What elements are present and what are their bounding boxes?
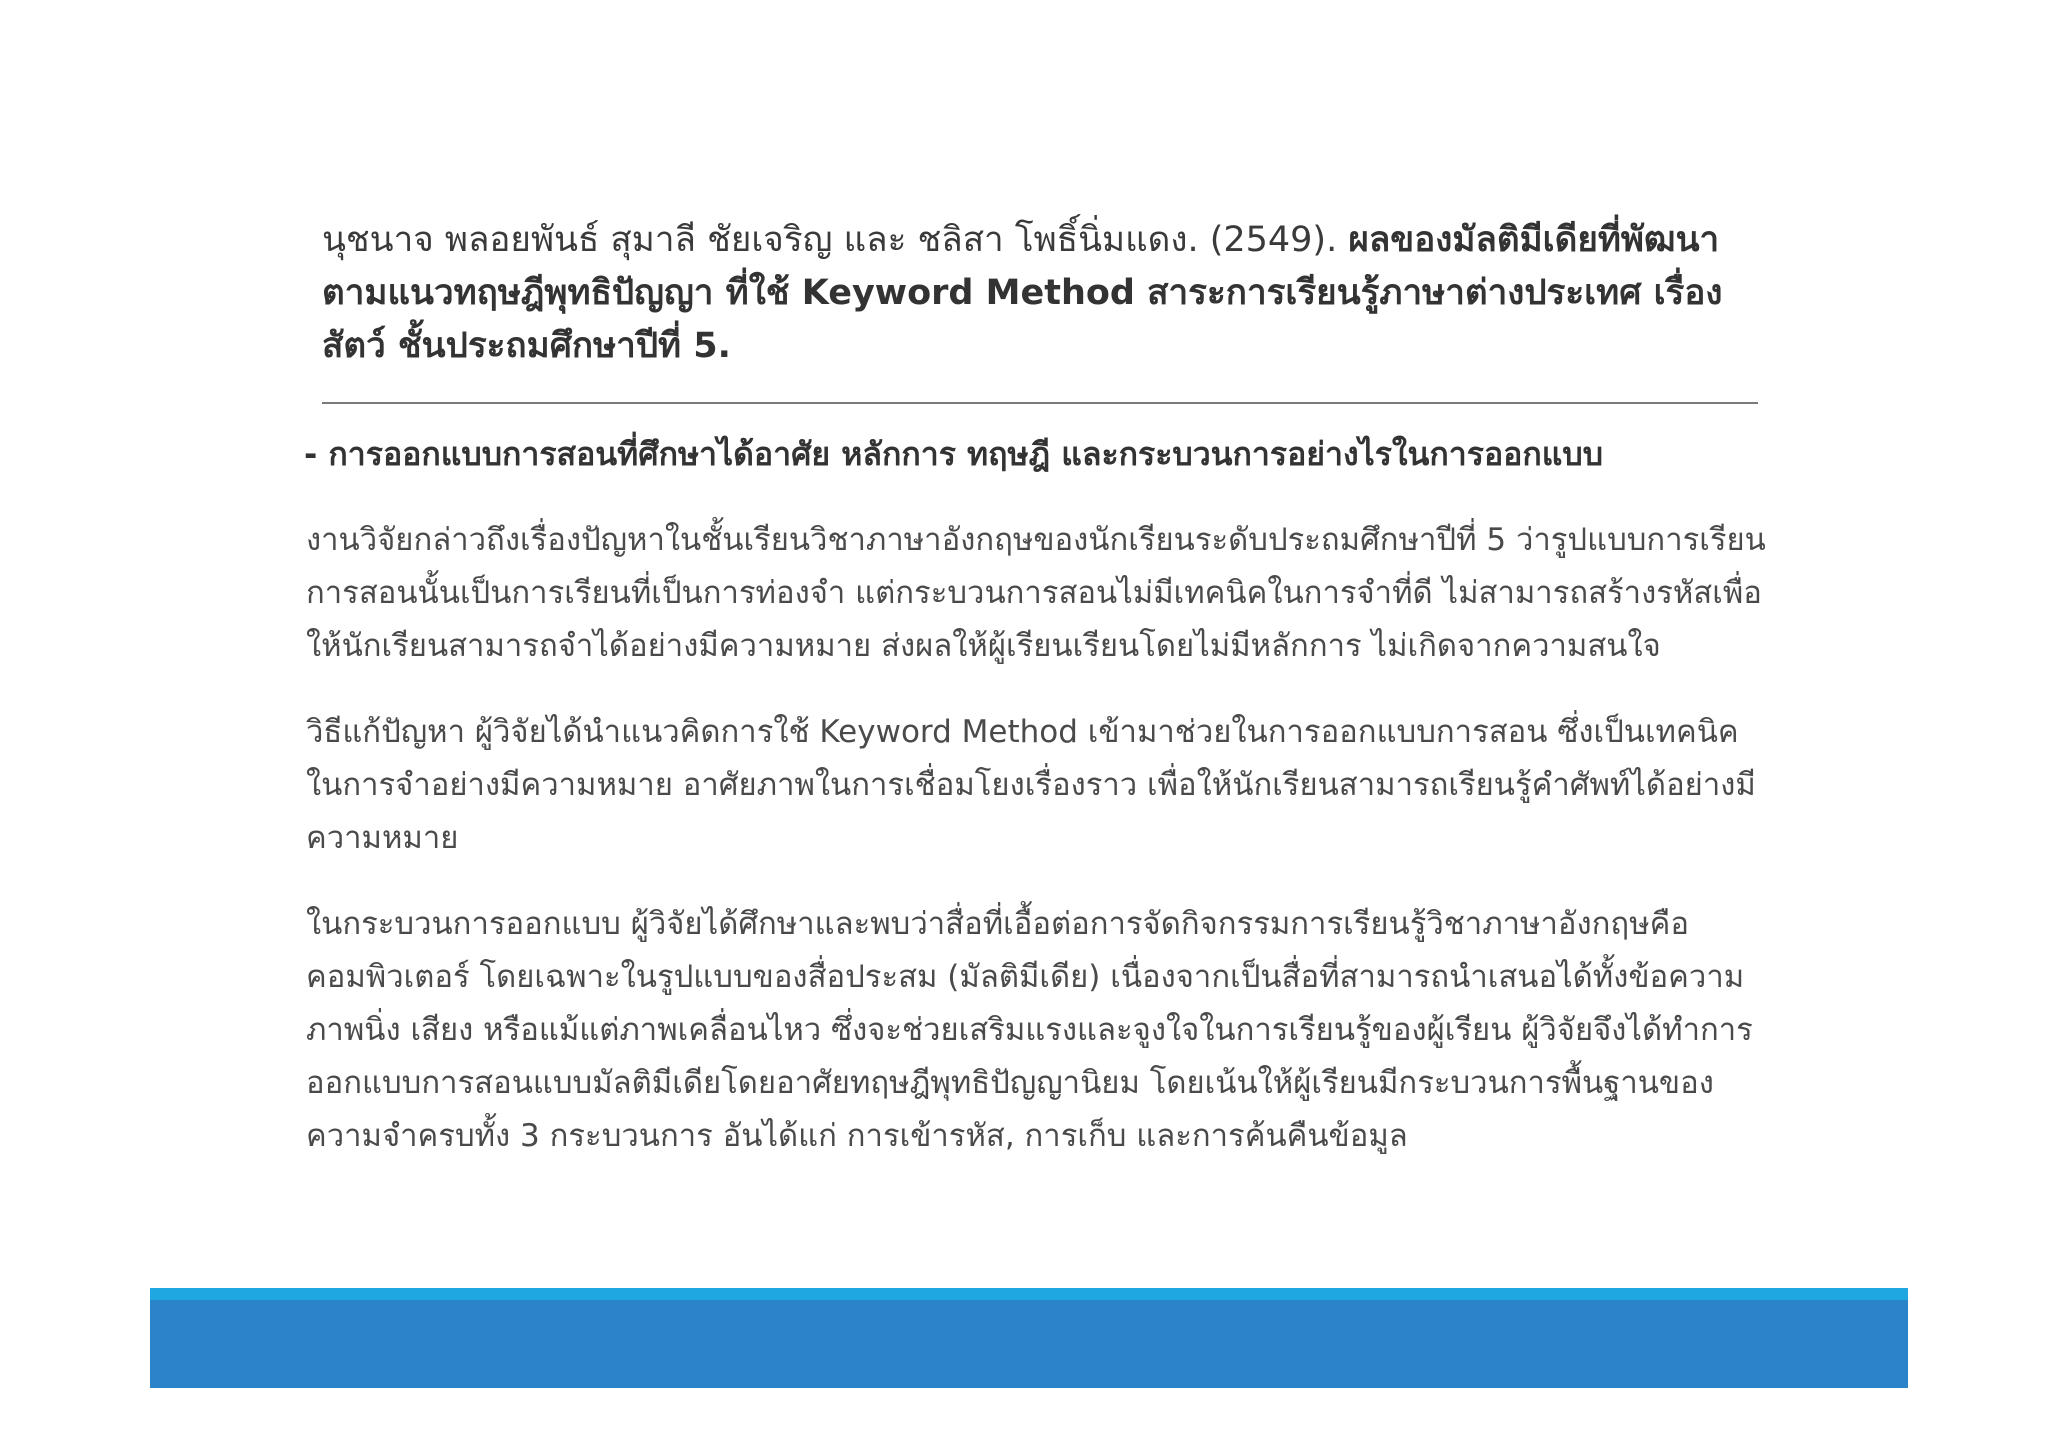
section-divider — [322, 402, 1758, 404]
citation-authors-year: นุชนาจ พลอยพันธ์ สุมาลี ชัยเจริญ และ ชลิสา โพธิ์นิ่มแดง. (2549). — [322, 220, 1349, 260]
citation-title: ผลของมัลติมีเดียที่พัฒนาตามแนวทฤษฎีพุทธิปัญญา ที่ใช้ Keyword Method สาระการเรียนรู้ภาษาต่างประเทศ เรื่องสัตว์ ชั้นประถมศึกษาปีที่ 5. — [322, 220, 1723, 366]
paragraph-problem: งานวิจัยกล่าวถึงเรื่องปัญหาในชั้นเรียนวิชาภาษาอังกฤษของนักเรียนระดับประถมศึกษาปีที่ 5 ว่ารูปแบบการเรียนการสอนนั้นเป็นการเรียนที่เป็นการท่องจำ แต่กระบวนการสอนไม่มีเทคนิคในการจำที่ดี ไม่สามารถสร้างรหัสเพื่อให้นักเรียนสามารถจำได้อย่างมีความหมาย ส่งผลให้ผู้เรียนเรียนโดยไม่มีหลักการ ไม่เกิดจากความสนใจ — [306, 522, 1766, 664]
footer-band-accent — [150, 1288, 1908, 1300]
section-heading: - การออกแบบการสอนที่ศึกษาได้อาศัย หลักการ ทฤษฎี และกระบวนการอย่างไรในการออกแบบ — [304, 435, 1604, 473]
paragraph-design-process: ในกระบวนการออกแบบ ผู้วิจัยได้ศึกษาและพบว่าสื่อที่เอื้อต่อการจัดกิจกรรมการเรียนรู้วิชาภาษาอังกฤษคือคอมพิวเตอร์ โดยเฉพาะในรูปแบบของสื่อประสม (มัลติมีเดีย) เนื่องจากเป็นสื่อที่สามารถนำเสนอได้ทั้งข้อความ ภาพนิ่ง เสียง หรือแม้แต่ภาพเคลื่อนไหว ซึ่งจะช่วยเสริมแรงและจูงใจในการเรียนรู้ของผู้เรียน ผู้วิจัยจึงได้ทำการออกแบบการสอนแบบมัลติมีเดียโดยอาศัยทฤษฎีพุทธิปัญญานิยม โดยเน้นให้ผู้เรียนมีกระบวนการพื้นฐานของความจำครบทั้ง 3 กระบวนการ อันได้แก่ การเข้ารหัส, การเก็บ และการค้นคืนข้อมูล — [306, 906, 1753, 1154]
paragraph-solution: วิธีแก้ปัญหา ผู้วิจัยได้นำแนวคิดการใช้ Keyword Method เข้ามาช่วยในการออกแบบการสอน ซึ่งเป็นเทคนิคในการจำอย่างมีความหมาย อาศัยภาพในการเชื่อมโยงเรื่องราว เพื่อให้นักเรียนสามารถเรียนรู้คำศัพท์ได้อย่างมีความหมาย — [306, 714, 1756, 856]
footer-band — [150, 1300, 1908, 1388]
citation — [322, 214, 1742, 373]
